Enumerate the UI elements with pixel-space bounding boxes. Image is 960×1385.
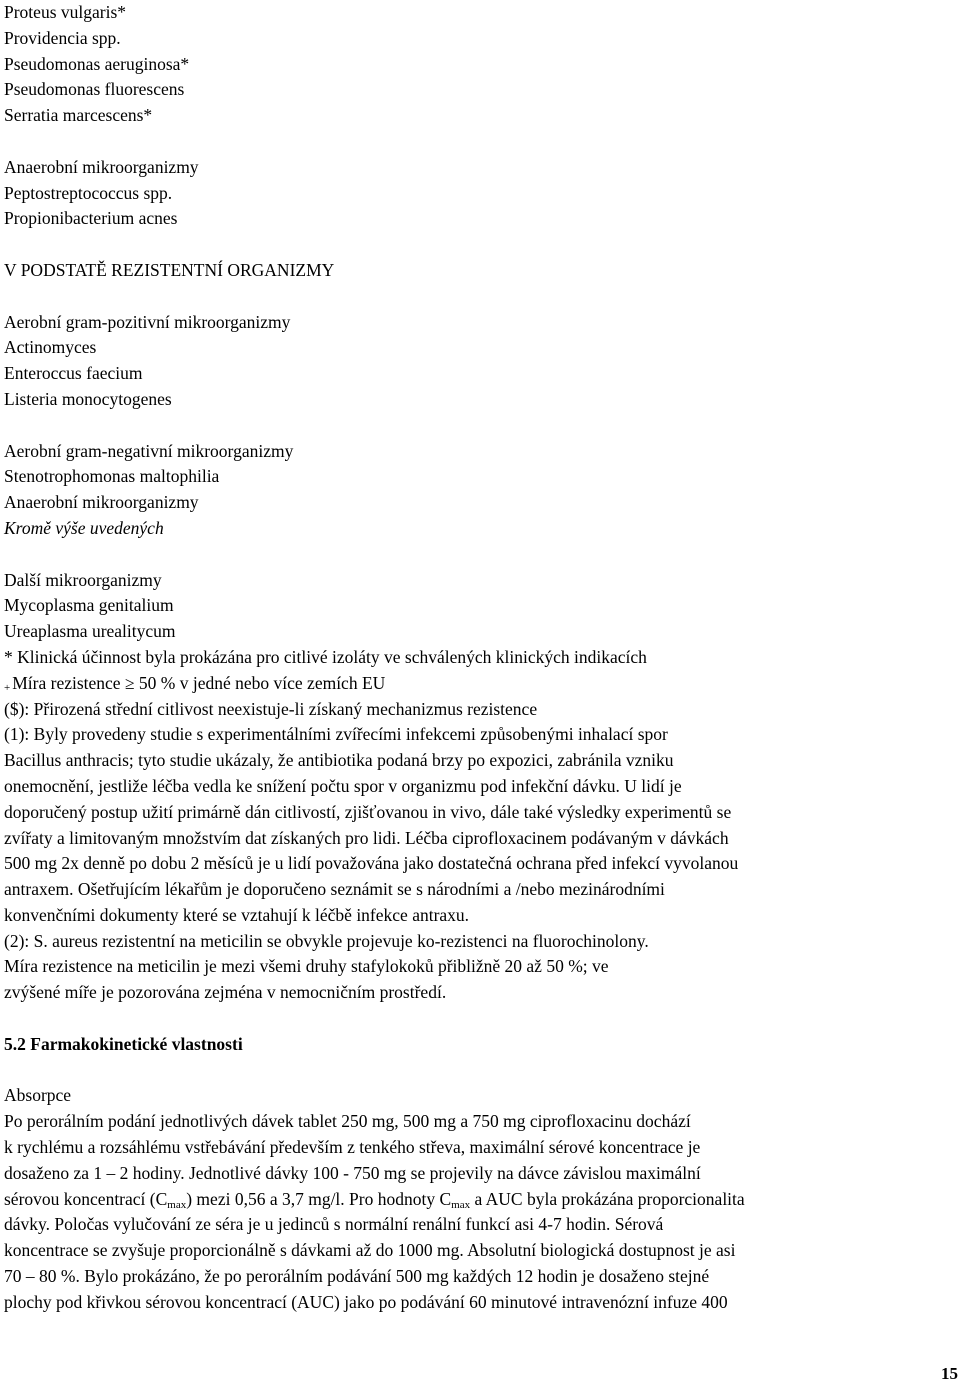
absorption-title: Absorpce — [4, 1085, 72, 1106]
list-item: Propionibacterium acnes — [4, 208, 178, 229]
section-title: Farmakokinetické vlastnosti — [30, 1033, 243, 1054]
page-number: 15 — [941, 1364, 958, 1383]
paragraph-line: zvířaty a limitovaným množstvím dat získaných pro lidi. Léčba ciprofloxacinem podávaným v dávkách — [4, 827, 729, 848]
paragraph-line: koncentrace se zvyšuje proporcionálně s dávkami až do 1000 mg. Absolutní biologická dostupnost je asi — [4, 1240, 736, 1261]
list-item: Pseudomonas aeruginosa* — [4, 53, 190, 74]
paragraph-line: 70 – 80 %. Bylo prokázáno, že po perorálním podávání 500 mg každých 12 hodin je dosaženo stejné — [4, 1266, 710, 1287]
text-run: ) mezi 0,56 a 3,7 mg/l. Pro hodnoty C — [186, 1188, 452, 1209]
anaerobic-title-2: Anaerobní mikroorganizmy — [4, 492, 199, 513]
paragraph-line: konvenčními dokumenty které se vztahují k léčbě infekce antraxu. — [4, 904, 470, 925]
footnote-dollar: ($): Přirozená střední citlivost neexistuje-li získaný mechanizmus rezistence — [4, 698, 538, 719]
paragraph-line: (2): S. aureus rezistentní na meticilin se obvykle projevuje ko-rezistenci na fluorochinolony. — [4, 930, 649, 951]
paragraph-line: doporučený postup užití primárně dán citlivostí, zjišťovanou in vivo, dále také výsledky experimentů se — [4, 801, 732, 822]
section-number: 5.2 — [4, 1033, 26, 1054]
list-item: Ureaplasma urealitycum — [4, 621, 176, 642]
paragraph-line: k rychlému a rozsáhlému vstřebávání především z tenkého střeva, maximální sérové koncentrace je — [4, 1137, 701, 1158]
list-item: Stenotrophomonas maltophilia — [4, 466, 220, 487]
paragraph-line — [4, 1187, 954, 1213]
footnote-plus-text: Míra rezistence ≥ 50 % v jedné nebo více zemích EU — [12, 672, 386, 693]
footnote-plus — [4, 671, 954, 697]
footnote-1 — [4, 722, 954, 928]
anaerobic-note: Kromě výše uvedených — [4, 517, 164, 538]
list-item: Peptostreptococcus spp. — [4, 182, 173, 203]
text-run: a AUC byla prokázána proporcionalita — [470, 1188, 745, 1209]
list-item: Enteroccus faecium — [4, 363, 143, 384]
footnote-star: * Klinická účinnost byla prokázána pro citlivé izoláty ve schválených klinických indikacích — [4, 646, 647, 667]
gram-negative-title: Aerobní gram-negativní mikroorganizmy — [4, 440, 294, 461]
text-run: sérovou koncentrací (C — [4, 1188, 168, 1209]
subscript-max: max — [451, 1198, 471, 1211]
organism-list-top — [4, 0, 954, 129]
paragraph-line: Míra rezistence na meticilin je mezi všemi druhy stafylokoků přibližně 20 až 50 %; ve — [4, 956, 609, 977]
resistant-heading: V PODSTATĚ REZISTENTNÍ ORGANIZMY — [4, 259, 335, 280]
paragraph-line: Po perorálním podání jednotlivých dávek tablet 250 mg, 500 mg a 750 mg ciprofloxacinu dochází — [4, 1111, 691, 1132]
paragraph-line: zvýšené míře je pozorována zejména v nemocničním prostředí. — [4, 982, 447, 1003]
list-item: Actinomyces — [4, 337, 97, 358]
section-heading — [4, 1032, 954, 1058]
paragraph-line: Bacillus anthracis; tyto studie ukázaly, že antibiotika podaná brzy po expozici, zabránila vzniku — [4, 750, 674, 771]
list-item: Pseudomonas fluorescens — [4, 79, 185, 100]
document-page — [4, 0, 954, 1316]
list-item: Providencia spp. — [4, 27, 121, 48]
plus-mark: + — [4, 681, 11, 694]
list-item: Mycoplasma genitalium — [4, 595, 174, 616]
paragraph-line: onemocnění, jestliže léčba vedla ke snížení počtu spor v organizmu pod infekční dávku. U lidí je — [4, 775, 682, 796]
list-item: Serratia marcescens* — [4, 105, 153, 126]
paragraph-line: plochy pod křivkou sérovou koncentrací (AUC) jako po podávání 60 minutové intravenózní infuze 400 — [4, 1291, 728, 1312]
anaerobic-title: Anaerobní mikroorganizmy — [4, 156, 199, 177]
list-item: Listeria monocytogenes — [4, 388, 172, 409]
subscript-max: max — [167, 1198, 187, 1211]
absorption-paragraph — [4, 1109, 954, 1315]
paragraph-line: dosaženo za 1 – 2 hodiny. Jednotlivé dávky 100 - 750 mg se projevily na dávce závislou maximální — [4, 1162, 701, 1183]
paragraph-line: dávky. Poločas vylučování ze séra je u jedinců s normální renální funkcí asi 4-7 hodin. Sérová — [4, 1214, 664, 1235]
paragraph-line: antraxem. Ošetřujícím lékařům je doporučeno seznámit se s národními a /nebo mezinárodními — [4, 879, 665, 900]
footnote-2 — [4, 929, 954, 1006]
paragraph-line: 500 mg 2x denně po dobu 2 měsíců je u lidí považována jako dostatečná ochrana před infekcí vyvolanou — [4, 853, 739, 874]
other-title: Další mikroorganizmy — [4, 569, 162, 590]
gram-positive-title: Aerobní gram-pozitivní mikroorganizmy — [4, 311, 291, 332]
list-item: Proteus vulgaris* — [4, 2, 127, 22]
paragraph-line: (1): Byly provedeny studie s experimentálními zvířecími infekcemi způsobenými inhalací spor — [4, 724, 668, 745]
